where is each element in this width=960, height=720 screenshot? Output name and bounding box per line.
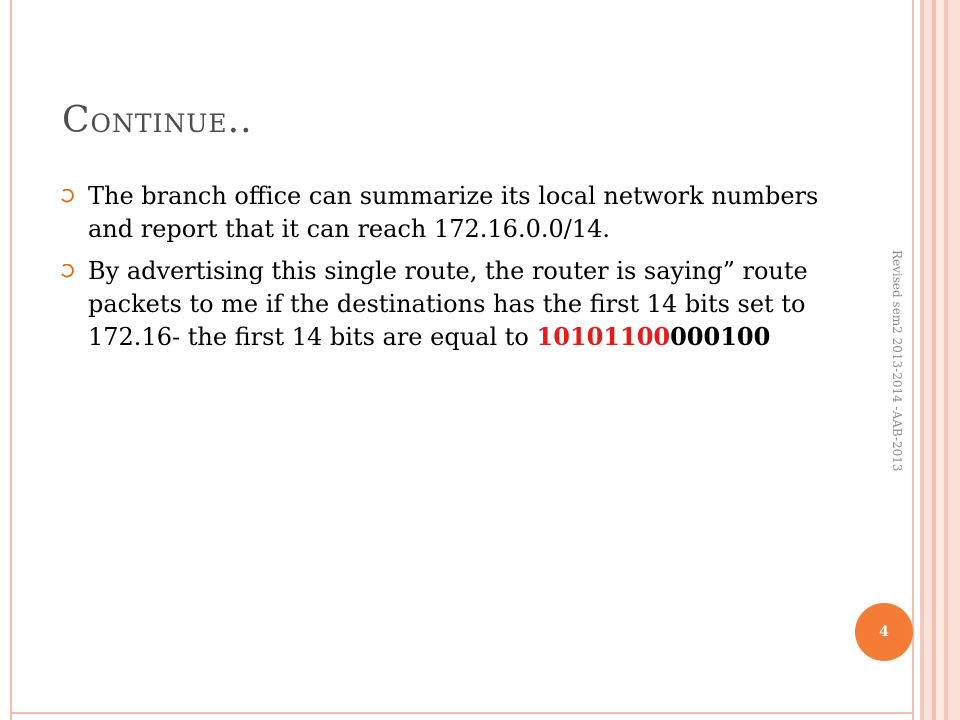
bullet-text: By advertising this single route, the router is saying” route packets to me if the destinations has the first 14 bits set to 172.16- the first 14 bits are equal to [88,257,808,351]
bullet-icon [60,264,74,278]
frame-bottom-border [10,712,914,714]
highlighted-bits-red: 10101100 [536,321,671,351]
bullet-item [60,255,840,353]
bullet-text: The branch office can summarize its local network numbers and report that it can reach 172.16.0.0/14. [88,182,819,243]
page-number: 4 [879,624,889,640]
bullet-item [60,180,840,245]
page-number-badge [855,603,913,661]
slide-title: Continue.. [62,100,253,141]
decorative-stripes [914,0,960,720]
highlighted-bits-bold: 000100 [670,321,771,351]
bullet-icon [60,189,74,203]
frame-left-border [10,0,12,720]
bullet-list [60,180,840,363]
side-footer-note: Revised sem2 2013-2014 -AAB-2013 [890,250,904,472]
